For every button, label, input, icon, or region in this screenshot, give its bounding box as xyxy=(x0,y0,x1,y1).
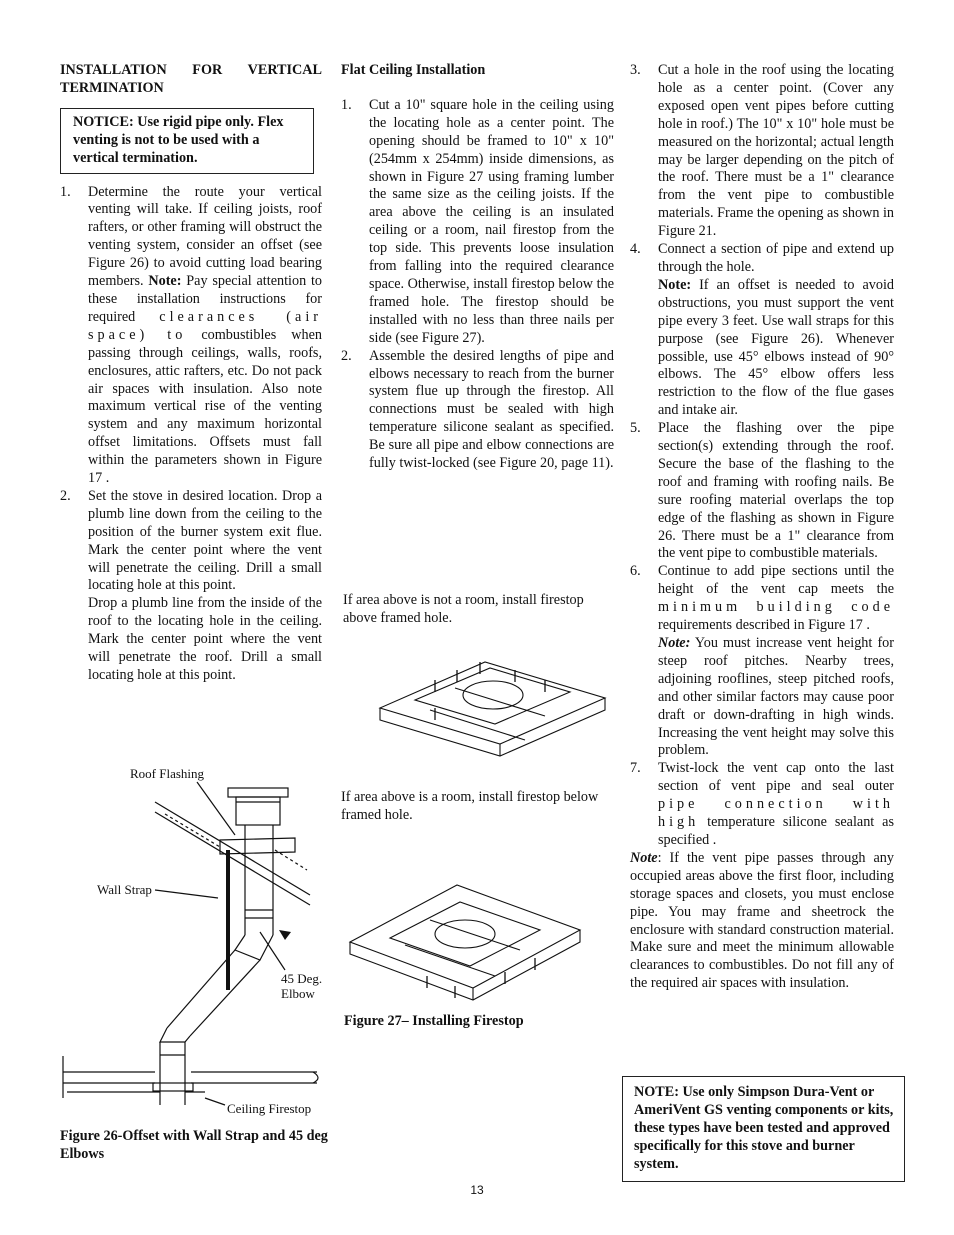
instruction-list-left xyxy=(60,184,322,685)
vent-offset-diagram xyxy=(55,780,335,1110)
list-item: 1. Determine the route your vertical venting will take. If ceiling joists, roof rafters, or other framing will obstruct the venting system, consider an offset (see Figure 26) to avoid cutting load bearing members. Note: Pay special attention to these installation instructions for required clearances (air space) to combustibles when passing through ceilings, walls, roofs, enclosures, attic rafters, etc. Do not pack air spaces with insulation. Also note maximum vertical rise of the venting system and any maximum horizontal offset limitations. Offsets must fall within the parameters shown in Figure 17 . xyxy=(60,183,322,487)
list-item: 2. Set the stove in desired location. Drop a plumb line down from the ceiling to the position of the burner system exit flue. Mark the center point where the vent will penetrate the ceiling. Drill a small locating hole at this point. Drop a plumb line from the inside of the roof to the locating hole in the ceiling. Mark the center point where the vent will penetrate the roof. Drill a small locating hole at this point. xyxy=(60,487,322,683)
venting-components-notice: NOTE: Use only Simpson Dura-Vent or AmeriVent GS venting components or kits, these types have been tested and approved specifically for this stove and burner system. xyxy=(622,1076,905,1182)
column-left xyxy=(60,62,322,685)
list-item: 5. Place the flashing over the pipe section(s) extending through the roof. Secure the base of the flashing to the roof and framing with roofing nails. Be sure roofing material overlaps the top edge of the flashing as shown in Figure 26. There must be a 1" clearance from the vent pipe to combustible materials. xyxy=(630,420,894,562)
firestop-below-diagram xyxy=(345,880,585,1005)
label-firestop-above: If area above is not a room, install firestop above framed hole. xyxy=(343,592,584,626)
instruction-list-middle xyxy=(341,97,614,473)
section-heading: Flat Ceiling Installation xyxy=(341,62,486,78)
column-right xyxy=(630,62,894,993)
label-firestop-below: If area above is a room, install firestop below framed hole. xyxy=(341,789,599,823)
label-roof-flashing: Roof Flashing xyxy=(130,766,205,781)
column-middle xyxy=(341,62,614,473)
label-elbow-2: Elbow xyxy=(281,986,315,1001)
list-item: 4. Connect a section of pipe and extend up through the hole. Note: If an offset is needed to avoid obstructions, you must support the vent pipe every 3 feet. Use wall straps for this purpose (see Figure 26). Whenever possible, use 45° elbows instead of 90° elbows. The 45° elbow offers less restriction to the flow of the flue gases and intake air. xyxy=(630,241,895,419)
firestop-above-diagram xyxy=(375,640,610,760)
label-elbow-1: 45 Deg. xyxy=(281,971,323,986)
notice-box: NOTICE: Use rigid pipe only. Flex venting is not to be used with a vertical termination. xyxy=(60,108,314,174)
instruction-list-right xyxy=(630,62,894,850)
list-item: 1. Cut a 10" square hole in the ceiling using the locating hole as a center point. The opening should be framed to 10" x 10"(254mm x 254mm) inside dimensions, as shown in Figure 27 using framing lumber the same size as the ceiling joists. If the area above the ceiling is an insulated ceiling or a room, nail firestop from the top side. This prevents loose insulation from falling into the required clearance space. Otherwise, install firestop below the framed hole. The firestop should be installed with no less than three nails per side (see Figure 27). xyxy=(341,96,614,346)
label-ceiling-firestop: Ceiling Firestop xyxy=(227,1101,312,1116)
label-wall-strap: Wall Strap xyxy=(97,882,152,897)
list-item: 6. Continue to add pipe sections until the height of the vent cap meets the minimum building code requirements described in Figure 17 . Note: You must increase vent height for steep roof pitches. Nearby trees, adjoining rooflines, steep pitched roofs, and other similar factors may cause poor draft or down-drafting in high winds. Increasing the vent height may solve this problem. xyxy=(630,563,894,759)
figure-27-caption: Figure 27– Installing Firestop xyxy=(344,1013,524,1029)
page-number: 13 xyxy=(470,1183,484,1197)
list-item: 3. Cut a hole in the roof using the locating hole as a center point. (Cover any exposed open vent pipes before cutting hole in roof.) The 10" x 10" hole must be measured on the horizontal; actual length may be larger depending on the pitch of the roof. There must be a 1" clearance from the vent pipe to combustible materials. Frame the opening as shown in Figure 21. xyxy=(630,62,895,240)
figure-26-caption: Figure 26-Offset with Wall Strap and 45 deg Elbows xyxy=(60,1128,328,1162)
list-item: 2. Assemble the desired lengths of pipe and elbows necessary to reach from the burner system flue up through the firestop. All connections must be sealed with high temperature silicone sealant as specified. Be sure all pipe and elbow connections are fully twist-locked (see Figure 20, page 11). xyxy=(341,347,614,472)
enclosure-note: Note: If the vent pipe passes through any occupied areas above the first floor, including storage spaces and closets, you must enclose pipe. You may frame and sheetrock the enclosure with standard construction material. Make sure and meet the minimum allowable clearances to combustibles. Do not fill any of the required air spaces with insulation. xyxy=(630,849,894,992)
section-heading: INSTALLATION FOR VERTICAL TERMINATION xyxy=(60,62,322,96)
list-item: 7. Twist-lock the vent cap onto the last section of vent pipe and seal outer pipe connection with high temperature silicone sealant as specified . xyxy=(630,760,894,848)
